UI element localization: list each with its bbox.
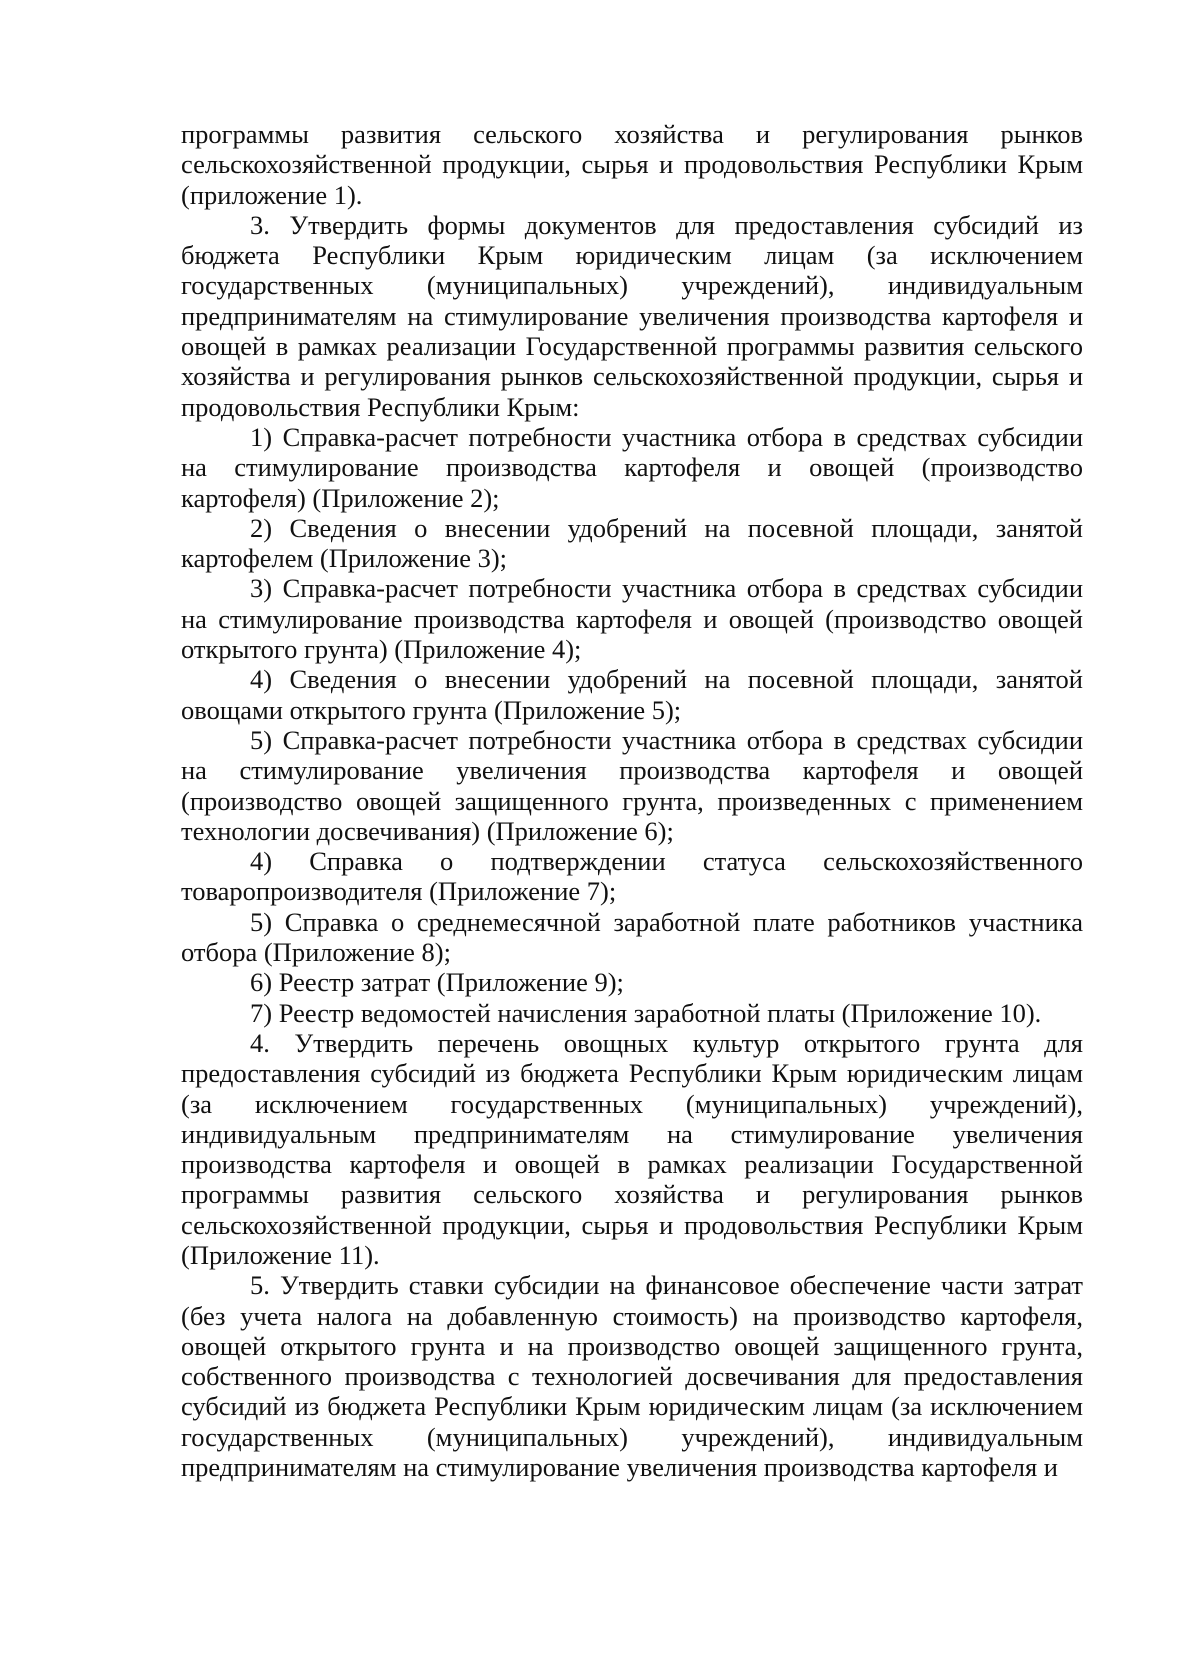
list-item-form-2: 2) Сведения о внесении удобрений на посевной площади, занятой картофелем (Приложение 3); — [181, 512, 1083, 574]
list-item-form-7: 7) Реестр ведомостей начисления заработной платы (Приложение 10). — [250, 997, 1042, 1028]
document-body — [181, 119, 1083, 1482]
list-item-form-5: 5) Справка-расчет потребности участника отбора в средствах субсидии на стимулирование увеличения производства картофеля и овощей (производство овощей защищенного грунта, произведенных с применением технологии досвечивания) (Приложение 6); — [181, 724, 1083, 846]
paragraph-item-5: 5. Утвердить ставки субсидии на финансовое обеспечение части затрат (без учета налога на добавленную стоимость) на производство картофеля, овощей открытого грунта и на производство овощей защищенного грунта, собственного производства с технологией досвечивания для предоставления субсидий из бюджета Республики Крым юридическим лицам (за исключением государственных (муниципальных) учреждений), индивидуальным предпринимателям на стимулирование увеличения производства картофеля и — [181, 1270, 1083, 1483]
list-item-form-4b: 4) Справка о подтверждении статуса сельскохозяйственного товаропроизводителя (Приложение 7); — [181, 846, 1083, 907]
list-item-form-4: 4) Сведения о внесении удобрений на посевной площади, занятой овощами открытого грунта (Приложение 5); — [181, 664, 1083, 725]
list-item-form-3: 3) Справка-расчет потребности участника отбора в средствах субсидии на стимулирование производства картофеля и овощей (производство овощей открытого грунта) (Приложение 4); — [181, 573, 1083, 665]
list-item-form-1: 1) Справка-расчет потребности участника отбора в средствах субсидии на стимулирование производства картофеля и овощей (производство картофеля) (Приложение 2); — [181, 421, 1083, 513]
paragraph-item-3: 3. Утвердить формы документов для предоставления субсидий из бюджета Республики Крым юридическим лицам (за исключением государственных (муниципальных) учреждений), индивидуальным предпринимателям на стимулирование увеличения производства картофеля и овощей в рамках реализации Государственной программы развития сельского хозяйства и регулирования рынков сельскохозяйственной продукции, сырья и продовольствия Республики Крым: — [181, 209, 1083, 422]
list-item-form-5b: 5) Справка о среднемесячной заработной плате работников участника отбора (Приложение 8); — [181, 906, 1083, 968]
paragraph-item-4: 4. Утвердить перечень овощных культур открытого грунта для предоставления субсидий из бюджета Республики Крым юридическим лицам (за исключением государственных (муниципальных) учреждений), индивидуальным предпринимателям на стимулирование увеличения производства картофеля и овощей в рамках реализации Государственной программы развития сельского хозяйства и регулирования рынков сельскохозяйственной продукции, сырья и продовольствия Республики Крым (Приложение 11). — [181, 1027, 1083, 1270]
paragraph-continuation: программы развития сельского хозяйства и регулирования рынков сельскохозяйственной продукции, сырья и продовольствия Республики Крым (приложение 1). — [181, 119, 1083, 210]
list-item-form-6: 6) Реестр затрат (Приложение 9); — [250, 967, 624, 998]
